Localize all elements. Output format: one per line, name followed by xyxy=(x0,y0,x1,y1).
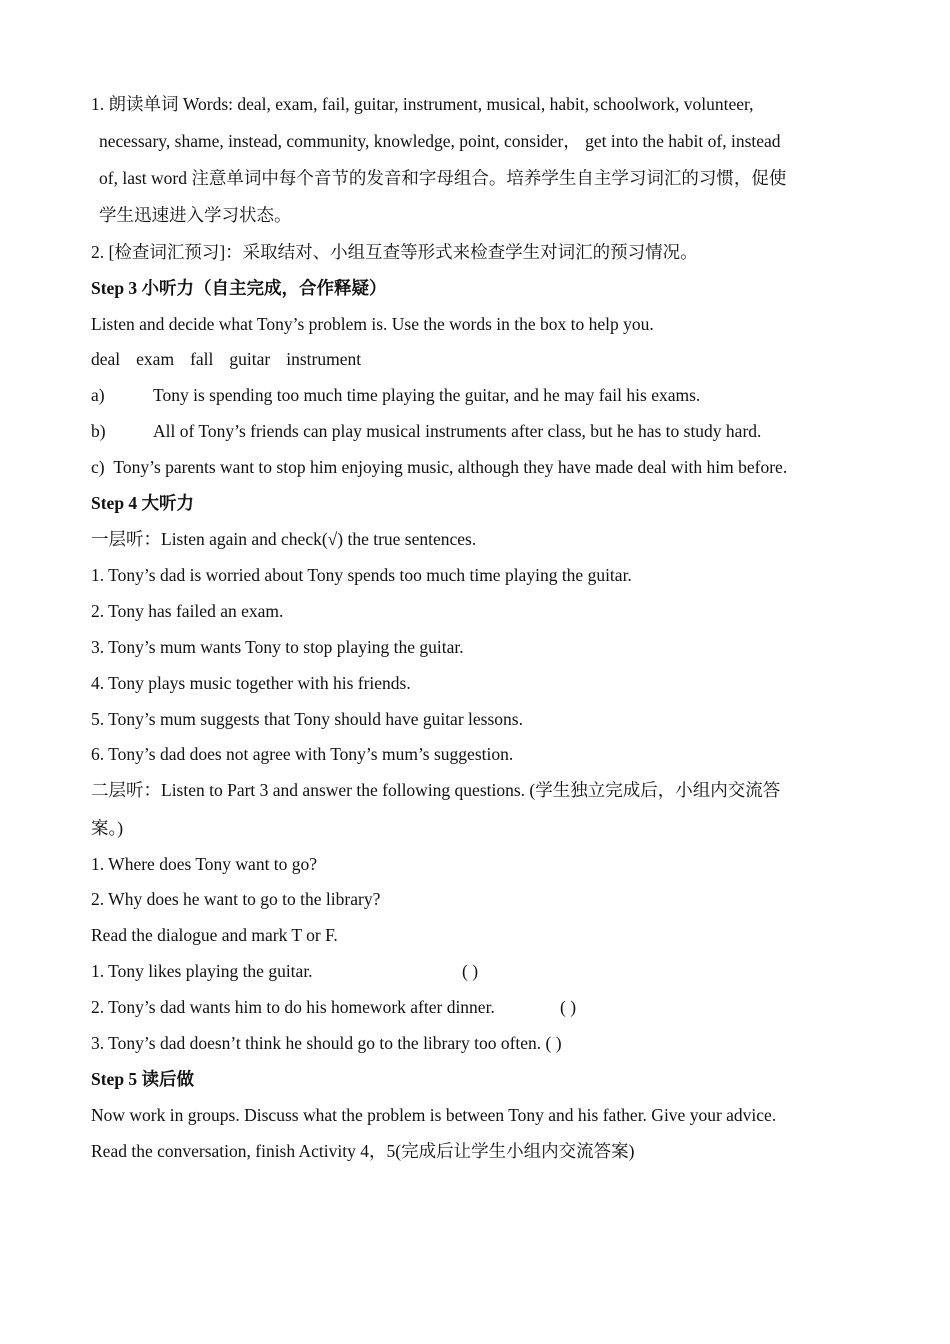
word-item: guitar xyxy=(229,349,271,369)
step2-line-2: necessary, shame, instead, community, knowledge, point, consider， get into the habit of, instead xyxy=(99,131,781,151)
option-label: c) xyxy=(91,457,105,477)
sentence-item: 6. Tony’s dad does not agree with Tony’s mum’s suggestion. xyxy=(91,744,514,764)
sentence-item: 4. Tony plays music together with his friends. xyxy=(91,673,411,693)
option-c xyxy=(91,455,787,479)
step2-line-4: 学生迅速进入学习状态。 xyxy=(99,205,292,225)
step5-line-2: Read the conversation, finish Activity 4，5(完成后让学生小组内交流答案) xyxy=(91,1141,635,1161)
tf-text: 3. Tony’s dad doesn’t think he should go to the library too often. xyxy=(91,1033,542,1053)
option-a xyxy=(91,383,700,407)
tf-item xyxy=(91,959,479,983)
tf-answer-blank[interactable]: ( ) xyxy=(560,997,577,1017)
option-label: a) xyxy=(91,385,105,405)
tf-answer-blank[interactable]: ( ) xyxy=(545,1033,562,1053)
sentence-item: 3. Tony’s mum wants Tony to stop playing the guitar. xyxy=(91,637,464,657)
step5-heading: Step 5 读后做 xyxy=(91,1069,195,1089)
option-text: Tony is spending too much time playing the guitar, and he may fail his exams. xyxy=(153,385,701,405)
layer1-instruction: 一层听：Listen again and check(√) the true sentences. xyxy=(91,529,477,549)
word-item: deal xyxy=(91,349,121,369)
step4-heading: Step 4 大听力 xyxy=(91,493,195,513)
step2-line-3: of, last word 注意单词中每个音节的发音和字母组合。培养学生自主学习词汇的习惯，促使 xyxy=(99,168,787,188)
step5-line-1: Now work in groups. Discuss what the problem is between Tony and his father. Give your advice. xyxy=(91,1105,777,1125)
step2-line-5: 2. [检查词汇预习]：采取结对、小组互查等形式来检查学生对词汇的预习情况。 xyxy=(91,242,698,262)
word-item: fall xyxy=(190,349,214,369)
word-box xyxy=(91,347,377,371)
question-item: 1. Where does Tony want to go? xyxy=(91,854,318,874)
layer2-instruction-cont: 案。) xyxy=(91,818,124,838)
word-item: exam xyxy=(136,349,175,369)
tf-instruction: Read the dialogue and mark T or F. xyxy=(91,925,338,945)
sentence-item: 1. Tony’s dad is worried about Tony spends too much time playing the guitar. xyxy=(91,565,632,585)
sentence-item: 2. Tony has failed an exam. xyxy=(91,601,284,621)
option-text: Tony’s parents want to stop him enjoying music, although they have made deal with him before. xyxy=(113,457,788,477)
tf-text: 2. Tony’s dad wants him to do his homework after dinner. xyxy=(91,997,495,1017)
option-b xyxy=(91,419,761,443)
step3-instruction: Listen and decide what Tony’s problem is. Use the words in the box to help you. xyxy=(91,314,654,334)
tf-answer-blank[interactable]: ( ) xyxy=(462,961,479,981)
tf-text: 1. Tony likes playing the guitar. xyxy=(91,961,313,981)
option-text: All of Tony’s friends can play musical instruments after class, but he has to study hard. xyxy=(153,421,762,441)
question-item: 2. Why does he want to go to the library? xyxy=(91,889,381,909)
tf-item xyxy=(91,995,577,1019)
step2-line-1: 1. 朗读单词 Words: deal, exam, fail, guitar, instrument, musical, habit, schoolwork, volunteer, xyxy=(91,94,754,114)
layer2-instruction: 二层听：Listen to Part 3 and answer the following questions. (学生独立完成后，小组内交流答 xyxy=(91,780,781,800)
option-label: b) xyxy=(91,421,106,441)
tf-item xyxy=(91,1031,562,1055)
sentence-item: 5. Tony’s mum suggests that Tony should have guitar lessons. xyxy=(91,709,523,729)
step3-heading: Step 3 小听力（自主完成，合作释疑） xyxy=(91,278,387,298)
word-item: instrument xyxy=(286,349,362,369)
